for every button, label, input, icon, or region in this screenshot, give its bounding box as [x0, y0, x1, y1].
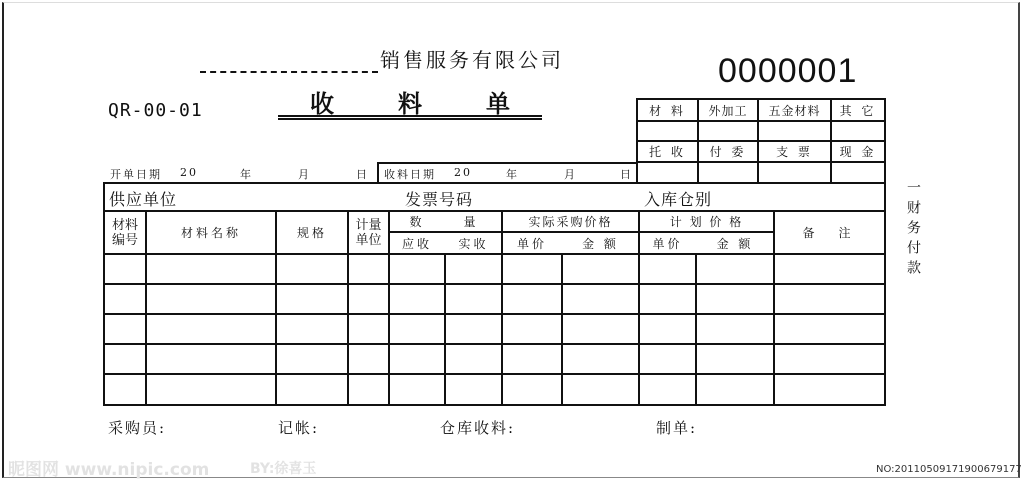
- company-suffix: 销售服务有限公司: [380, 48, 564, 72]
- receive-date-day: 日: [620, 168, 633, 181]
- receive-date-label: 收料日期: [384, 168, 436, 181]
- col-plan-unit-price: 单价: [652, 236, 683, 251]
- open-date-label: 开单日期: [110, 168, 162, 181]
- open-date-year: 年: [240, 168, 253, 181]
- warehouse-label: 入库仓别: [644, 190, 713, 209]
- payment-entrusted: 付 委: [709, 145, 747, 159]
- receive-date-year-prefix: 20: [454, 166, 472, 179]
- col-plan-price: 计 划 价 格: [669, 215, 744, 229]
- category-other: 其 它: [839, 103, 877, 118]
- table-row[interactable]: [105, 285, 884, 313]
- invoice-label: 发票号码: [405, 190, 474, 209]
- col-remark: 备 注: [802, 226, 857, 240]
- watermark-number: NO:20110509171900679177: [876, 464, 1022, 475]
- supplier-input[interactable]: [190, 186, 390, 208]
- table-row[interactable]: [105, 375, 884, 404]
- col-unit: [349, 212, 388, 253]
- col-unit-line2: 单位: [355, 232, 382, 248]
- company-name-blank[interactable]: [200, 51, 378, 73]
- supplier-label: 供应单位: [109, 190, 178, 209]
- receive-date-month: 月: [564, 168, 577, 181]
- col-qty-due: 应收: [401, 236, 432, 251]
- invoice-input[interactable]: [485, 186, 635, 208]
- title-char: 料: [398, 90, 422, 118]
- payment-cash-check[interactable]: [832, 163, 884, 182]
- category-other-check[interactable]: [832, 122, 884, 140]
- watermark-author: BY:徐喜玉: [250, 461, 317, 477]
- table-row[interactable]: [105, 255, 884, 283]
- watermark-site: 昵图网 www.nipic.com: [8, 460, 210, 480]
- warehouse-input[interactable]: [725, 186, 880, 208]
- form-code: QR-00-01: [108, 100, 203, 121]
- warehouse-signature: 仓库收料:: [440, 419, 516, 437]
- serial-number: 0000001: [718, 52, 858, 90]
- col-actual-amount: 金 额: [582, 236, 619, 251]
- copy-note: 一财务付款: [905, 180, 921, 280]
- company-name: [200, 44, 564, 73]
- open-date-month: 月: [298, 168, 311, 181]
- category-outsourced-check[interactable]: [699, 122, 757, 140]
- col-qty-actual: 实收: [458, 236, 489, 251]
- col-plan-amount: 金 额: [716, 236, 754, 251]
- prepared-by-signature: 制单:: [656, 419, 698, 437]
- category-hardware: 五金材料: [768, 103, 821, 118]
- category-material-check[interactable]: [638, 122, 697, 140]
- col-spec: 规格: [296, 226, 327, 240]
- payment-collection-check[interactable]: [638, 163, 697, 182]
- col-quantity: 数 量: [409, 215, 482, 229]
- col-actual-price: 实际采购价格: [528, 215, 613, 229]
- col-material-no: [105, 212, 145, 253]
- col-material-no-line1: 材料: [111, 217, 138, 233]
- category-material: 材 料: [649, 103, 686, 118]
- table-row[interactable]: [105, 315, 884, 343]
- payment-entrusted-check[interactable]: [699, 163, 757, 182]
- receive-date-year: 年: [506, 168, 519, 181]
- col-material-name: 材料名称: [180, 226, 241, 240]
- payment-collection: 托 收: [649, 145, 686, 159]
- bookkeeper-signature: 记帐:: [278, 419, 320, 437]
- title-char: 收: [310, 90, 334, 118]
- payment-cheque: 支 票: [776, 145, 813, 159]
- title-char: 单: [486, 90, 510, 118]
- category-hardware-check[interactable]: [759, 122, 830, 140]
- col-unit-line1: 计量: [355, 217, 382, 233]
- table-row[interactable]: [105, 345, 884, 373]
- open-date-year-prefix: 20: [180, 166, 198, 179]
- category-outsourced: 外加工: [708, 103, 748, 118]
- payment-cash: 现 金: [839, 145, 877, 159]
- open-date-day: 日: [356, 168, 369, 181]
- buyer-signature: 采购员:: [108, 419, 167, 437]
- col-actual-unit-price: 单价: [516, 236, 547, 251]
- form-title: [278, 84, 542, 120]
- payment-cheque-check[interactable]: [759, 163, 830, 182]
- col-material-no-line2: 编号: [111, 232, 138, 248]
